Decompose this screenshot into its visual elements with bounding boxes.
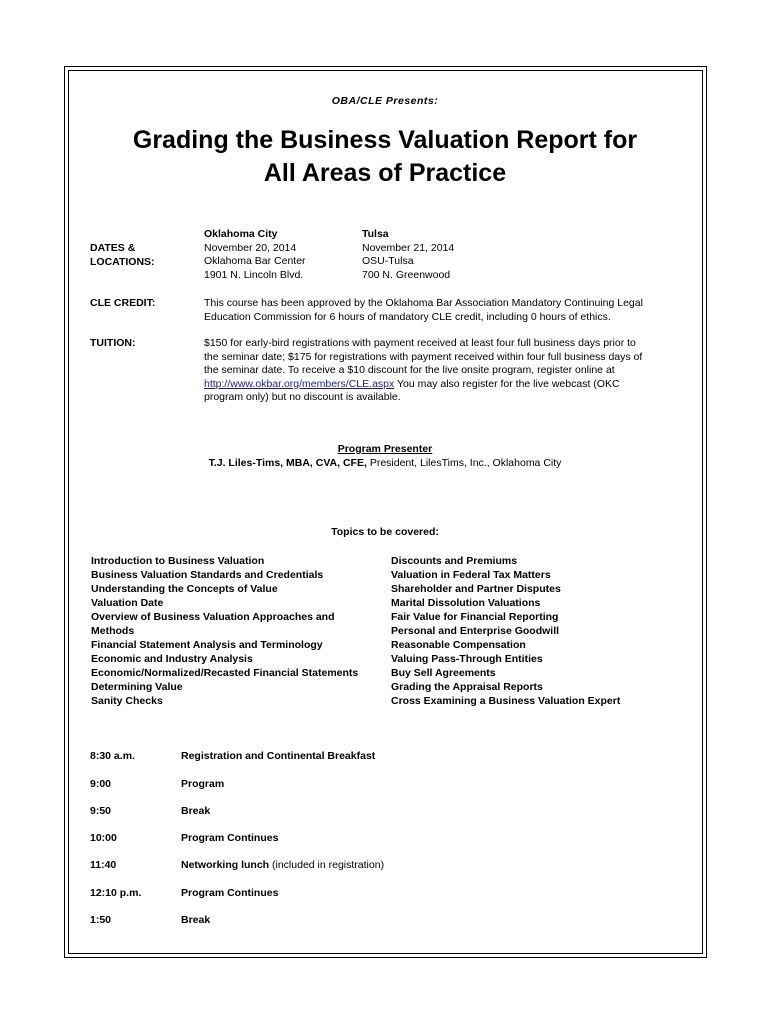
- topic-item: Valuation in Federal Tax Matters: [391, 569, 551, 581]
- topic-item: Cross Examining a Business Valuation Expert: [391, 695, 621, 707]
- topics-right-column: [391, 554, 620, 708]
- schedule-item-text: Break: [181, 914, 211, 926]
- presenter-role: President, LilesTims, Inc., Oklahoma City: [369, 457, 562, 469]
- topic-item: Overview of Business Valuation Approaches and: [91, 611, 335, 623]
- schedule-item-text: Registration and Continental Breakfast: [181, 750, 376, 762]
- schedule-time: 9:00: [90, 778, 112, 790]
- presenter-name: T.J. Liles-Tims, MBA, CVA, CFE,: [208, 457, 367, 469]
- dates-label-line-2: LOCATIONS:: [90, 255, 155, 268]
- tulsa-location: [362, 228, 454, 282]
- schedule-time: 8:30 a.m.: [90, 750, 135, 762]
- presenter-line: [0, 457, 770, 471]
- cle-credit-label: CLE CREDIT:: [90, 297, 156, 309]
- tuition-line-2: the seminar date; $175 for registrations with payment received within four full business days of: [204, 350, 643, 363]
- topics-left-column: [91, 554, 358, 708]
- cle-credit-line-1: This course has been approved by the Oklahoma Bar Association Mandatory Continuing Legal: [204, 297, 643, 309]
- presenter-heading: [0, 443, 770, 457]
- schedule-item: [181, 778, 224, 790]
- registration-link[interactable]: http://www.okbar.org/members/CLE.aspx: [204, 377, 395, 390]
- schedule-time: 10:00: [90, 832, 117, 844]
- schedule-item-note: (included in registration): [272, 859, 385, 871]
- tuition-line-3: the seminar date. To receive a $10 discount for the live onsite program, register online at: [204, 364, 615, 376]
- tulsa-venue: OSU-Tulsa: [362, 255, 414, 267]
- tuition-line-4: [204, 378, 642, 392]
- topic-item: Buy Sell Agreements: [391, 667, 496, 679]
- schedule-item-text: Networking lunch: [181, 859, 270, 871]
- okc-address: 1901 N. Lincoln Blvd.: [204, 268, 304, 281]
- tuition-label: TUITION:: [90, 337, 136, 349]
- topic-item: Shareholder and Partner Disputes: [391, 583, 561, 595]
- tuition-line-4-text: You may also register for the live webcast (OKC: [396, 377, 620, 390]
- presenter-heading-text: Program Presenter: [337, 443, 433, 455]
- topic-item: Determining Value: [91, 681, 183, 693]
- topic-item: Discounts and Premiums: [391, 555, 518, 567]
- topic-item: Reasonable Compensation: [391, 639, 526, 651]
- schedule-item: [181, 832, 278, 844]
- topic-item: Economic/Normalized/Recasted Financial Statements: [91, 667, 359, 679]
- schedule-time: 9:50: [90, 805, 112, 817]
- schedule-item-text: Program Continues: [181, 887, 279, 899]
- dates-label: [90, 242, 155, 269]
- tuition-line-1: $150 for early-bird registrations with payment received at least four full business days prior to: [204, 337, 636, 349]
- topic-item: Methods: [91, 625, 135, 637]
- schedule-time: 11:40: [90, 859, 117, 871]
- topic-item: Understanding the Concepts of Value: [91, 583, 278, 595]
- schedule-item: [181, 887, 278, 899]
- topic-item: Introduction to Business Valuation: [91, 555, 265, 567]
- topic-item: Business Valuation Standards and Credentials: [91, 569, 324, 581]
- cle-credit-text: [204, 297, 643, 324]
- title-line-1: Grading the Business Valuation Report for: [132, 126, 638, 154]
- tuition-text: [204, 337, 642, 405]
- schedule-time: 1:50: [90, 914, 112, 926]
- topic-item: Marital Dissolution Valuations: [391, 597, 541, 609]
- tulsa-address: 700 N. Greenwood: [362, 268, 451, 281]
- topic-item: Valuing Pass-Through Entities: [391, 653, 543, 665]
- dates-label-line-1: DATES &: [90, 242, 136, 254]
- title-line-2: All Areas of Practice: [263, 159, 507, 187]
- okc-city: Oklahoma City: [204, 228, 278, 240]
- okc-location: [204, 228, 306, 282]
- page-border-inner: [68, 70, 703, 954]
- topic-item: Financial Statement Analysis and Terminology: [91, 639, 323, 651]
- topics-heading: Topics to be covered:: [331, 526, 439, 538]
- okc-venue: Oklahoma Bar Center: [204, 255, 306, 267]
- cle-credit-line-2: Education Commission for 6 hours of mandatory CLE credit, including 0 hours of ethics.: [204, 310, 611, 323]
- schedule-time: 12:10 p.m.: [90, 887, 142, 899]
- schedule-item: [181, 805, 210, 817]
- presents-label: OBA/CLE Presents:: [331, 95, 439, 107]
- schedule-item: [181, 859, 384, 871]
- schedule-item-text: Break: [181, 805, 211, 817]
- topic-item: Valuation Date: [91, 597, 164, 609]
- topic-item: Grading the Appraisal Reports: [391, 681, 543, 693]
- okc-date: November 20, 2014: [204, 241, 297, 254]
- schedule-item-text: Program Continues: [181, 832, 279, 844]
- topic-item: Economic and Industry Analysis: [91, 653, 253, 665]
- schedule-item: [181, 750, 375, 762]
- tuition-line-5: program only) but no discount is available.: [204, 391, 401, 403]
- schedule-item-text: Program: [181, 778, 225, 790]
- topic-item: Personal and Enterprise Goodwill: [391, 625, 560, 637]
- page-title: [0, 124, 770, 190]
- tulsa-date: November 21, 2014: [362, 241, 455, 254]
- schedule-item: [181, 914, 210, 926]
- page-border: [64, 66, 707, 958]
- topic-item: Sanity Checks: [91, 695, 163, 707]
- topic-item: Fair Value for Financial Reporting: [391, 611, 559, 623]
- tulsa-city: Tulsa: [362, 228, 389, 240]
